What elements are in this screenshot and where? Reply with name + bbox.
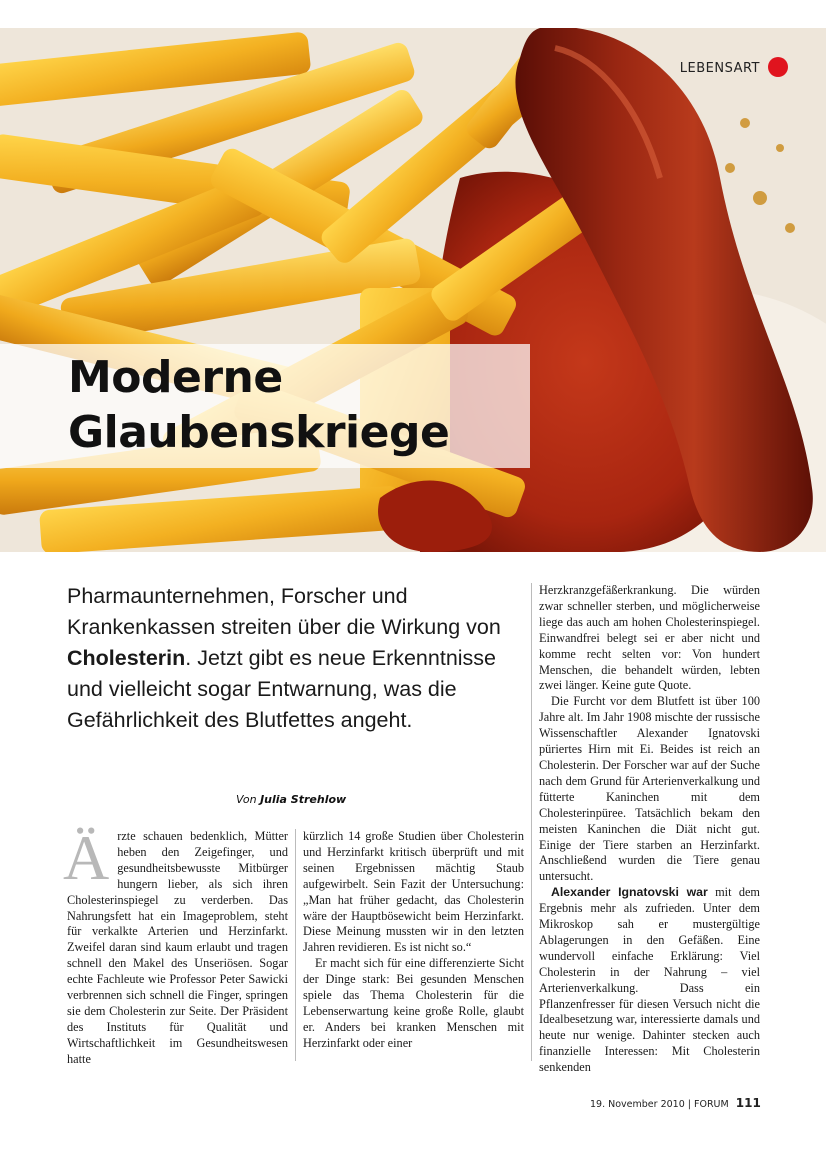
fries-sausage-illustration [0,28,826,552]
byline [236,793,346,806]
paragraph-lead-in: Alexander Ignatovski war [551,885,708,900]
article-title [68,350,449,460]
lead-text-1: Pharmaunternehmen, Forscher und Krankenkassen streiten über die Wirkung von [67,584,501,639]
byline-author: Julia Strehlow [260,793,347,806]
section-dot-icon [768,57,788,77]
body-text: rzte schauen bedenklich, Mütter heben den Zeigefinger, und gesundheitsbewusste Mitbürger hungern lieber, als sich ihren Cholesterinspiegel zu verderben. Das Nahrungsfett hat ein Imageproblem, steht für verkalkte Arterien und Herzinfarkt. Zweifel daran sind kaum erlaubt und tragen schnell den Makel des Unseriösen. Sogar echte Fachleute wie Professor Peter Sawicki verbrennen sich schnell die Finger, springen sie dem Cholesterin zur Seite. Der Präsident des Instituts für Qualität und Wirtschaftlichkeit im Gesundheitswesen hatte [67,829,288,1066]
body-text: mit dem Ergebnis mehr als zufrieden. Unter dem Mikroskop sah er mustergültige Ablagerungen in den Gefäßen. Eine wundervoll einfache Erklärung: Viel Cholesterin in der Nahrung – viel Arterienverkalkung. Dass ein Pflanzenfresser für diesen Versuch nicht die Idealbesetzung war, interessierte damals und heute nur wenige. Dahinter stecken auch finanzielle Interessen: Mit Cholesterin senkenden [539,885,760,1075]
section-label: LEBENSART [679,61,760,76]
lead-paragraph [67,581,507,736]
body-paragraph [539,885,760,1076]
body-paragraph: Herzkranzgefäßerkrankung. Die würden zwar schneller sterben, und möglicherweise liege das auch am hohen Cholesterinspiegel. Einwandfrei belegt sei er aber nicht und komme recht selten vor: Von hundert Menschen, die behandelt würden, lebten zwei länger. Keine gute Quote. [539,583,760,693]
body-paragraph: Die Furcht vor dem Blutfett ist über 100 Jahre alt. Im Jahr 1908 mischte der russische Wissenschaftler Alexander Ignatovski püriertes Hirn mit Ei. Beides ist reich an Cholesterin. Der Forscher war auf der Suche nach dem Grund für Arterienverkalkung und fütterte Kaninchen mit dem Cholesterinpüree. Tatsächlich bekam den meisten Kaninchen die Diät nicht gut. Einige der Tiere starben an Herzinfarkt. Anschließend wurden die Tiere genau untersucht. [539,694,760,884]
drop-cap: Ä [63,822,110,893]
byline-prefix: Von [236,793,261,806]
page-number: 111 [735,1096,761,1110]
title-line-1: Moderne [68,352,283,403]
title-line-2: Glaubenskriege [68,407,450,458]
issue-date: 19. November 2010 [590,1099,685,1110]
body-paragraph: Er macht sich für eine differenzierte Sicht der Dinge stark: Bei gesunden Menschen spiele das Thema Cholesterin für die Lebenserwartung keine große Rolle, glaubt er. Anders bei kranken Menschen mit Herzinfarkt oder einer [303,956,524,1050]
body-column-3 [539,583,760,1076]
body-paragraph: kürzlich 14 große Studien über Cholesterin und Herzinfarkt kritisch überprüft und mit seinen Ergebnissen mächtig Staub aufgewirbelt. Sein Fazit der Untersuchung: „Man hat früher gedacht, das Cholesterin wäre der Hauptbösewicht beim Herzinfarkt. Diese Meinung mussten wir in den letzten Jahren revidieren. Es ist nicht so.“ [303,829,524,955]
body-paragraph [63,822,288,1068]
column-divider [295,829,296,1061]
column-divider [531,583,532,1061]
lead-text-2: . Jetzt gibt es neue Erkenntnisse und vielleicht sogar Entwarnung, was die Gefährlichkeit des Blutfettes angeht. [67,646,497,732]
body-column-1 [63,822,288,1068]
hero-photo [0,28,826,552]
lead-keyword: Cholesterin [67,646,186,670]
footer-separator: | [687,1099,691,1110]
page-footer [590,1096,761,1110]
body-column-2 [303,829,524,1052]
magazine-name: FORUM [694,1099,729,1110]
